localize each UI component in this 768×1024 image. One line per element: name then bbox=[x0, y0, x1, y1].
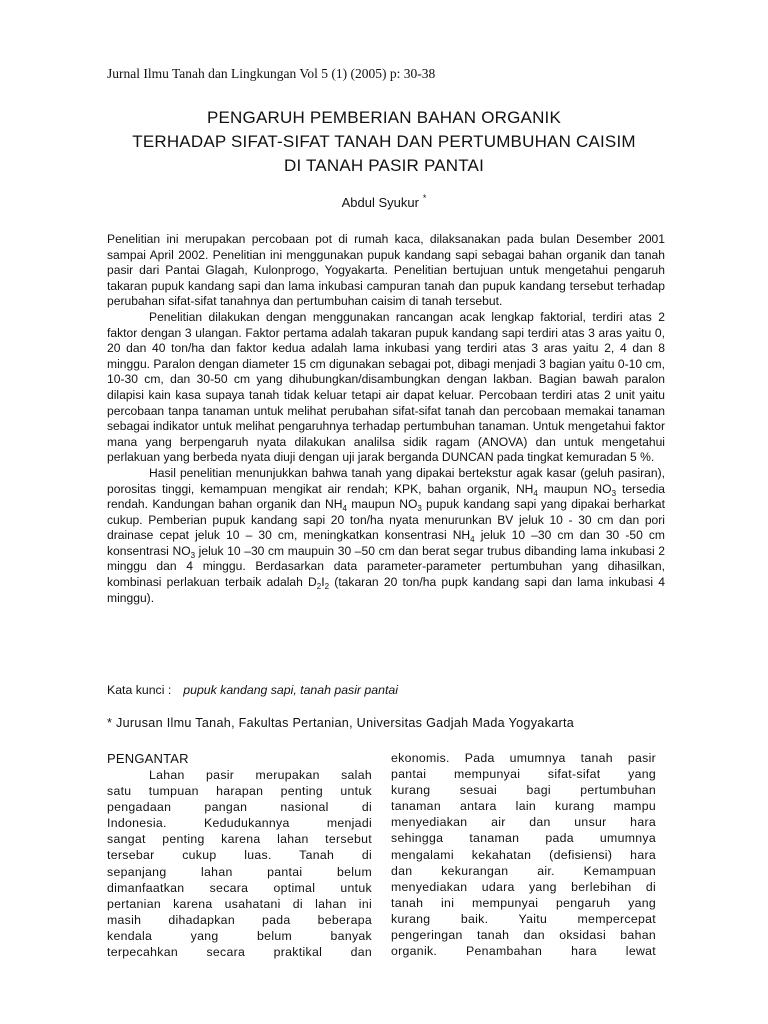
subscript: 2 bbox=[316, 582, 322, 592]
body-line: satu tumpuan harapan penting untuk bbox=[107, 784, 372, 799]
body-line: tersebar cukup luas. Tanah di bbox=[107, 848, 372, 863]
section-heading: PENGANTAR bbox=[107, 751, 189, 766]
keywords-label: Kata kunci : bbox=[107, 683, 172, 697]
body-line: tanaman antara lain kurang mampu bbox=[391, 799, 656, 814]
body-line: dan kekurangan air. Kemampuan bbox=[391, 863, 656, 878]
body-line: pengeringan tanah dan oksidasi bahan bbox=[391, 928, 656, 943]
title-line: TERHADAP SIFAT-SIFAT TANAH DAN PERTUMBUHAN CAISIM bbox=[132, 132, 636, 151]
body-line: sehingga tanaman pada umumnya bbox=[391, 831, 656, 846]
body-line: dimanfaatkan secara optimal untuk bbox=[107, 880, 372, 895]
body-line: organik. Penambahan hara lewat bbox=[391, 944, 656, 959]
subscript: 4 bbox=[342, 504, 347, 514]
body-line: menyediakan air dan unsur hara bbox=[391, 815, 656, 830]
author-affiliation: * Jurusan Ilmu Tanah, Fakultas Pertanian, Universitas Gadjah Mada Yogyakarta bbox=[107, 716, 575, 730]
body-line: mengalami kekahatan (defisiensi) hara bbox=[391, 847, 656, 862]
body-line: masih dihadapkan pada beberapa bbox=[107, 912, 372, 927]
subscript: 3 bbox=[417, 504, 422, 514]
text-run: jeluk 10 –30 cm dan 30 -50 cm konsentrasi NO bbox=[107, 528, 666, 558]
text-run: I bbox=[321, 575, 325, 590]
body-line: kendala yang belum banyak bbox=[107, 928, 372, 943]
body-line: Lahan pasir merupakan salah bbox=[149, 768, 372, 782]
abstract-paragraph-3 bbox=[107, 466, 665, 606]
abstract bbox=[107, 232, 665, 606]
title-line: PENGARUH PEMBERIAN BAHAN ORGANIK bbox=[206, 108, 562, 127]
subscript: 4 bbox=[470, 535, 475, 545]
keywords bbox=[107, 683, 398, 697]
author-name: Abdul Syukur bbox=[341, 195, 419, 210]
author-footnote-mark: * bbox=[422, 193, 427, 203]
subscript: 2 bbox=[324, 582, 330, 592]
body-line: ekonomis. Pada umumnya tanah pasir bbox=[391, 751, 656, 765]
text-run: maupun NO bbox=[537, 481, 612, 496]
text-run: tersedia rendah. Kandungan bahan organik dan NH bbox=[107, 481, 665, 512]
body-line: pengadaan pangan nasional di bbox=[107, 800, 372, 815]
body-column-right bbox=[391, 750, 656, 959]
body-line: terpecahkan secara praktikal dan bbox=[107, 945, 372, 960]
text-run: jeluk 10 –30 cm maupuin 30 –50 cm dan berat segar trubus dibanding lama inkubasi 2 minggu dan 4 minggu. Berdasarkan data parameter-parameter pertumbuhan yang dihasilkan, kombinasi perlakuan terbaik adalah D bbox=[107, 543, 665, 590]
paper-title bbox=[90, 106, 678, 178]
keywords-value: pupuk kandang sapi, tanah pasir pantai bbox=[183, 683, 398, 697]
body-line: Indonesia. Kedudukannya menjadi bbox=[107, 816, 372, 831]
text-run: maupun NO bbox=[346, 497, 418, 512]
author bbox=[0, 193, 768, 210]
text-run: pupuk kandang sapi yang dipakai berharkat cukup. Pemberian pupuk kandang sapi 20 ton/ha nyata menurunkan BV jeluk 10 - 30 cm dan pori drainase cepat jeluk 10 – 30 cm, meningkatkan konsentrasi NH bbox=[107, 497, 665, 543]
body-line: kurang baik. Yaitu mempercepat bbox=[391, 911, 656, 926]
text-run: (takaran 20 ton/ha pupk kandang sapi dan lama inkubasi 4 minggu). bbox=[107, 575, 666, 605]
body-line: pantai mempunyai sifat-sifat yang bbox=[391, 767, 656, 782]
body-line: kurang sesuai bagi pertumbuhan bbox=[391, 783, 656, 798]
subscript: 3 bbox=[611, 488, 617, 498]
abstract-paragraph-1: Penelitian ini merupakan percobaan pot di rumah kaca, dilaksanakan pada bulan Desember 2001 sampai April 2002. Penelitian ini menggunakan pupuk kandang sapi sebagai bahan organik dan tanah pasir dari Pantai Glagah, Kulonprogo, Yogyakarta. Penelitian bertujuan untuk mengetahui pengaruh takaran pupuk kandang sapi dan lama inkubasi campuran tanah dan pupuk kandang tersebut terhadap perubahan sifat-sifat tanahnya dan pertumbuhan caisim di tanah tersebut. bbox=[107, 232, 665, 309]
title-line: DI TANAH PASIR PANTAI bbox=[283, 156, 485, 175]
abstract-paragraph-2: Penelitian dilakukan dengan menggunakan rancangan acak lengkap faktorial, terdiri atas 2 faktor dengan 3 ulangan. Faktor pertama adalah takaran pupuk kandang sapi terdiri atas 3 aras yaitu 0, 20 dan 40 ton/ha dan faktor kedua adalah lama inkubasi yang terdiri atas 3 aras yaitu 2, 4 dan 8 minggu. Paralon dengan diameter 15 cm digunakan sebagai pot, dibagi menjadi 3 bagian yaitu 0-10 cm, 10-30 cm, dan 30-50 cm yang dihubungkan/disambungkan dengan lakban. Bagian bawah paralon dilapisi kain kasa supaya tanah tidak keluar tetapi air dapat keluar. Percobaan terdiri atas 2 unit yaitu percobaan tanpa tanaman untuk melihat perubahan sifat-sifat tanah dan percobaan memakai tanaman sebagai indikator untuk melihat pengaruhnya terhadap pertumbuhan tanaman. Untuk mengetahui faktor mana yang berpengaruh nyata dilakukan analilsa sidik ragam (ANOVA) dan untuk mengetahui perlakuan yang berbeda nyata diuji dengan uji jarak berganda DUNCAN pada tingkat kemuradan 5 %. bbox=[107, 309, 665, 465]
body-line: menyediakan udara yang berlebihan di bbox=[391, 879, 656, 894]
subscript: 3 bbox=[190, 550, 196, 560]
text-run: Hasil penelitian menunjukkan bahwa tanah yang dipakai bertekstur agak kasar (geluh pasiran), porositas tinggi, kemampuan mengikat air rendah; KPK, bahan organik, NH bbox=[107, 465, 665, 496]
body-column-left bbox=[107, 750, 372, 960]
body-line: pertanian karena usahatani di lahan ini bbox=[107, 896, 372, 911]
subscript: 4 bbox=[533, 488, 538, 498]
body-line: sepanjang lahan pantai belum bbox=[107, 864, 372, 879]
body-line: tanah ini mempunyai pengaruh yang bbox=[391, 895, 656, 910]
body-line: sangat penting karena lahan tersebut bbox=[107, 832, 372, 847]
journal-reference: Jurnal Ilmu Tanah dan Lingkungan Vol 5 (1) (2005) p: 30-38 bbox=[107, 66, 436, 81]
